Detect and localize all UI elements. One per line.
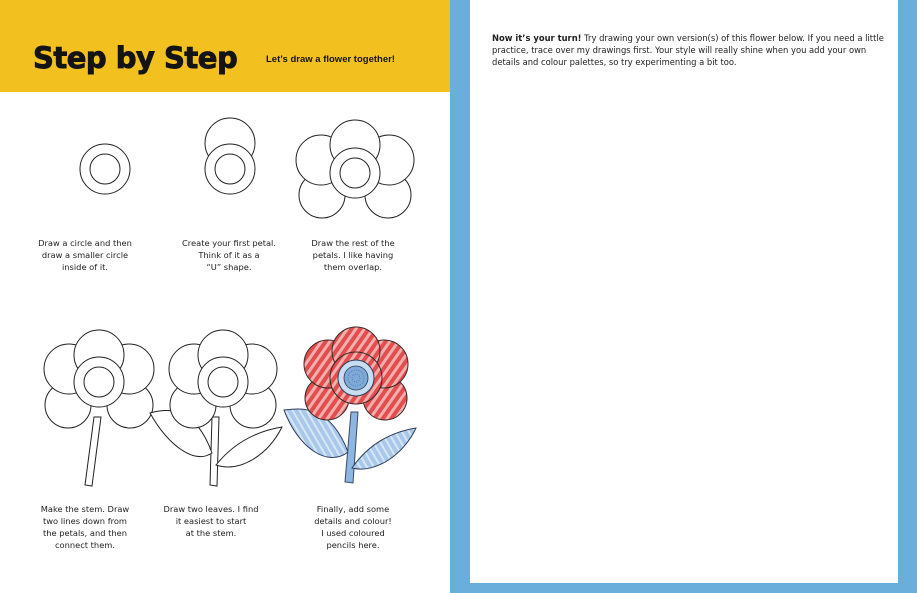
- step-5-drawing: [150, 325, 290, 495]
- practice-sheet[interactable]: [470, 0, 898, 583]
- step-2-caption: Create your first petal. Think of it as a “U” shape.: [181, 238, 276, 272]
- step-2-drawing: [185, 110, 285, 210]
- instructions-body: Try drawing your own version(s) of this flower below. If you need a little practice, trace over my drawings first. Your style will really shine when you add your own details and colour palettes, so try experimenting a bit too.: [492, 33, 884, 67]
- step-6-caption: Finally, add some details and colour! I used coloured pencils here.: [314, 504, 392, 550]
- step-3-caption: Draw the rest of the petals. I like having them overlap.: [311, 238, 395, 272]
- page-subtitle: Let’s draw a flower together!: [266, 54, 395, 65]
- page-title: Step by Step: [33, 41, 238, 75]
- left-page: [0, 0, 450, 593]
- instructions-text: [492, 32, 890, 68]
- step-3-drawing: [290, 115, 420, 230]
- right-page: [450, 0, 917, 593]
- step-5-caption: Draw two leaves. I find it easiest to start at the stem.: [163, 504, 259, 538]
- step-4-caption: Make the stem. Draw two lines down from the petals, and then connect them.: [40, 504, 130, 550]
- step-6-coloured-drawing: [282, 322, 422, 492]
- step-4-drawing: [40, 325, 160, 495]
- instructions-lead: Now it’s your turn!: [492, 33, 582, 43]
- step-1-caption: Draw a circle and then draw a smaller circle inside of it.: [38, 238, 132, 272]
- step-1-drawing: [60, 130, 150, 220]
